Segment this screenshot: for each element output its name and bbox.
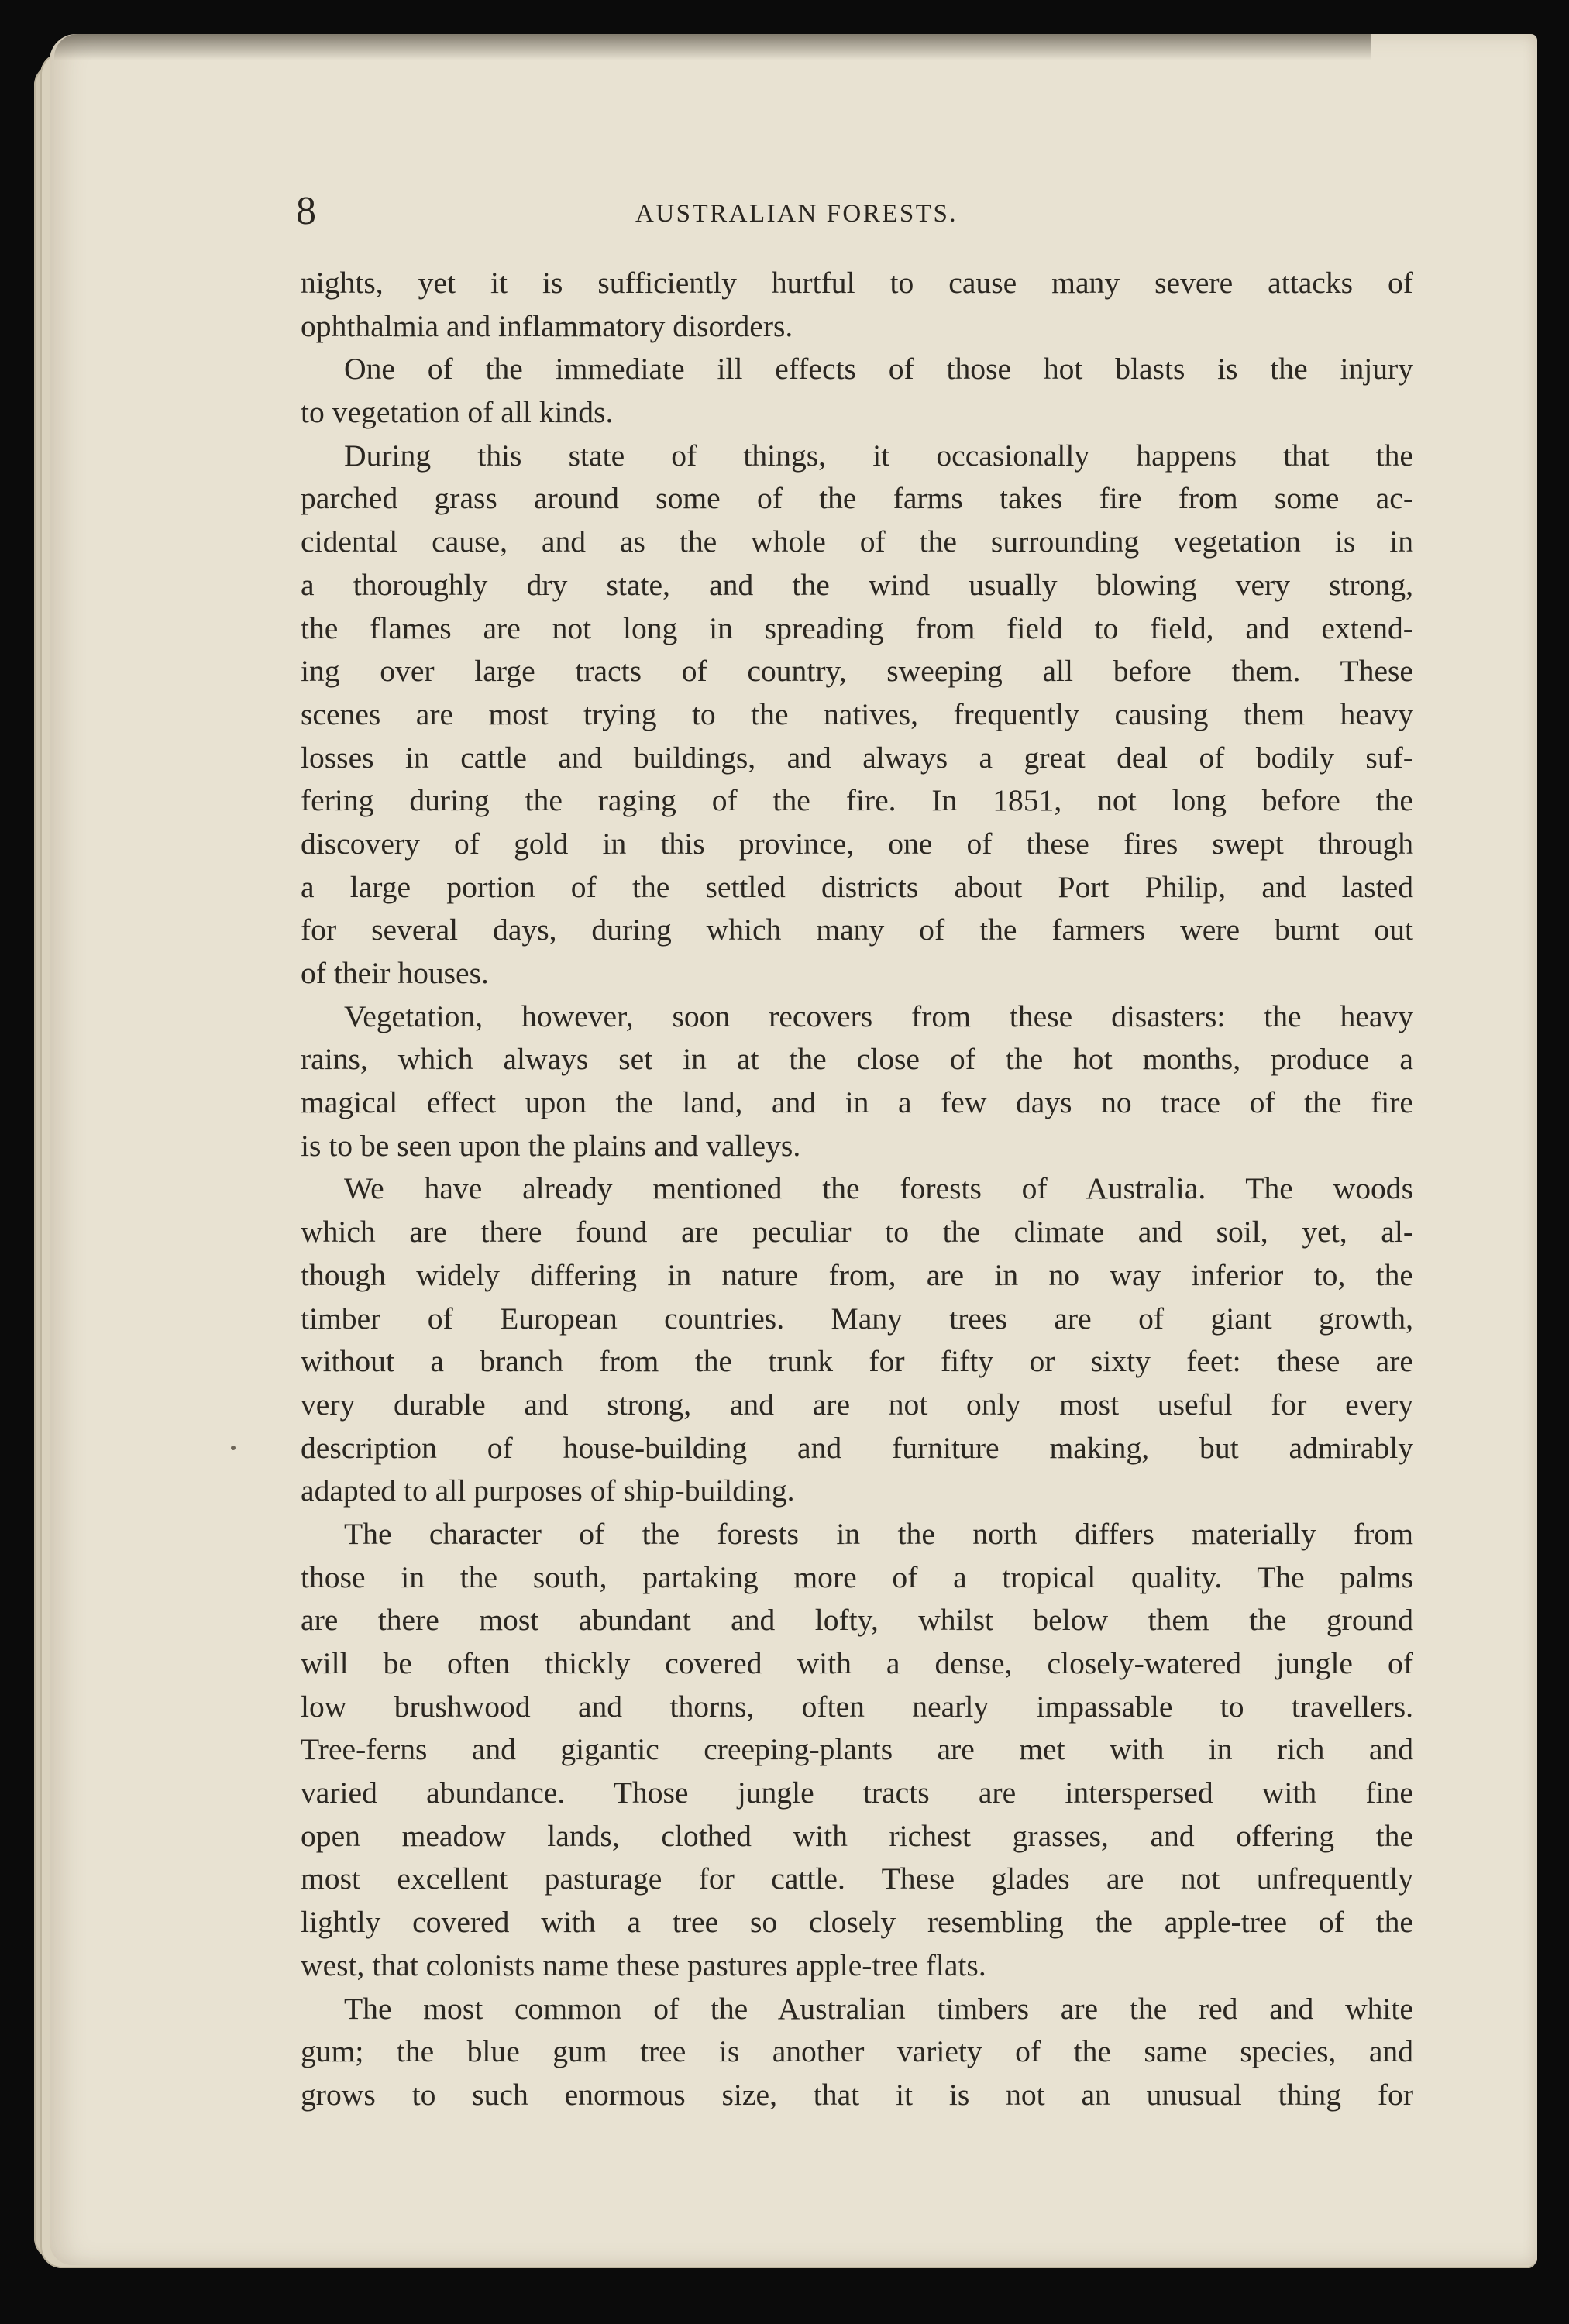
text-line: west, that colonists name these pastures apple-tree flats. bbox=[301, 1948, 986, 1982]
page-number: 8 bbox=[296, 189, 316, 233]
text-line: though widely differing in nature from, are in no way inferior to, the bbox=[301, 1257, 1413, 1292]
text-line: Tree-ferns and gigantic creeping-plants are met with in rich and bbox=[301, 1732, 1413, 1767]
text-line: ing over large tracts of country, sweeping all before them. These bbox=[301, 654, 1413, 689]
text-line: The character of the forests in the north differs materially from bbox=[344, 1516, 1413, 1551]
text-line: nights, yet it is sufficiently hurtful to cause many severe attacks of bbox=[301, 266, 1413, 300]
text-line: The most common of the Australian timbers are the red and white bbox=[344, 1991, 1413, 2026]
text-line: losses in cattle and buildings, and always a great deal of bodily suf- bbox=[301, 740, 1413, 775]
text-line: open meadow lands, clothed with richest grasses, and offering the bbox=[301, 1818, 1413, 1853]
text-line: Vegetation, however, soon recovers from these disasters: the heavy bbox=[344, 999, 1413, 1033]
text-line: timber of European countries. Many trees are of giant growth, bbox=[301, 1301, 1413, 1336]
text-line: scenes are most trying to the natives, frequently causing them heavy bbox=[301, 696, 1413, 731]
text-line: the flames are not long in spreading from field to field, and extend- bbox=[301, 610, 1413, 645]
text-line: a thoroughly dry state, and the wind usually blowing very strong, bbox=[301, 567, 1413, 602]
text-line: of their houses. bbox=[301, 956, 489, 990]
text-line: is to be seen upon the plains and valleys. bbox=[301, 1128, 801, 1163]
paper-speck bbox=[231, 1446, 236, 1450]
text-line: adapted to all purposes of ship-building. bbox=[301, 1473, 795, 1508]
text-line: rains, which always set in at the close of the hot months, produce a bbox=[301, 1042, 1413, 1077]
text-line: grows to such enormous size, that it is not an unusual thing for bbox=[301, 2077, 1413, 2112]
text-line: description of house-building and furniture making, but admirably bbox=[301, 1430, 1413, 1465]
text-line: very durable and strong, and are not only most useful for every bbox=[301, 1387, 1413, 1422]
text-line: ophthalmia and inflammatory disorders. bbox=[301, 308, 793, 343]
text-line: gum; the blue gum tree is another variety of the same species, and bbox=[301, 2034, 1413, 2069]
text-line: without a branch from the trunk for fifty or sixty feet: these are bbox=[301, 1344, 1413, 1379]
text-line: will be often thickly covered with a dense, closely-watered jungle of bbox=[301, 1646, 1413, 1680]
text-line: During this state of things, it occasionally happens that the bbox=[344, 438, 1413, 473]
running-title: AUSTRALIAN FORESTS. bbox=[635, 200, 958, 228]
text-line: which are there found are peculiar to the climate and soil, yet, al- bbox=[301, 1215, 1413, 1250]
text-line: for several days, during which many of the farmers were burnt out bbox=[301, 913, 1413, 947]
text-line: We have already mentioned the forests of Australia. The woods bbox=[344, 1171, 1413, 1206]
text-line: parched grass around some of the farms takes fire from some ac- bbox=[301, 481, 1413, 516]
text-line: are there most abundant and lofty, whilst below them the ground bbox=[301, 1603, 1413, 1638]
text-line: cidental cause, and as the whole of the surrounding vegetation is in bbox=[301, 524, 1413, 559]
page-header bbox=[0, 184, 1569, 239]
body-text bbox=[301, 262, 1413, 2117]
page-fold-shadow bbox=[54, 34, 1371, 60]
text-line: fering during the raging of the fire. In 1851, not long before the bbox=[301, 783, 1413, 818]
text-line: discovery of gold in this province, one of these fires swept through bbox=[301, 826, 1413, 861]
text-line: to vegetation of all kinds. bbox=[301, 395, 614, 430]
text-line: those in the south, partaking more of a tropical quality. The palms bbox=[301, 1559, 1413, 1594]
text-line: lightly covered with a tree so closely resembling the apple-tree of the bbox=[301, 1905, 1413, 1940]
text-line: most excellent pasturage for cattle. These glades are not unfrequently bbox=[301, 1862, 1413, 1896]
text-line: varied abundance. Those jungle tracts are interspersed with fine bbox=[301, 1776, 1413, 1810]
text-line: a large portion of the settled districts about Port Philip, and lasted bbox=[301, 869, 1413, 904]
text-line: One of the immediate ill effects of those hot blasts is the injury bbox=[344, 352, 1413, 387]
text-line: low brushwood and thorns, often nearly impassable to travellers. bbox=[301, 1689, 1413, 1724]
text-line: magical effect upon the land, and in a few days no trace of the fire bbox=[301, 1085, 1413, 1120]
